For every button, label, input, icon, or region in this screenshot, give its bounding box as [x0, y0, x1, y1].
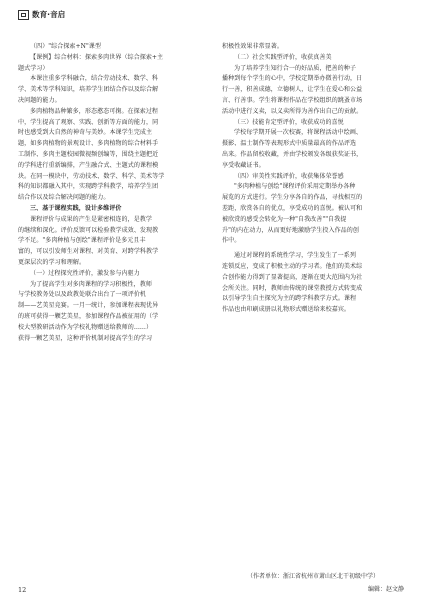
right-column-line: "多肉种植与创绘"课程评价采用定期举办各种	[234, 183, 356, 191]
right-column-line: 以引导学生自主探究为主的跨学科教学方式。课程	[222, 295, 357, 303]
left-column-line: 校大型教研活动作为学校礼物赠送给教师的……）	[18, 323, 153, 331]
editor-credit: 编辑：赵文静	[367, 585, 404, 593]
left-column-line: 时也感受到大自然的神奇与美妙。本课学生完成主	[18, 129, 153, 137]
left-column-line: 中，学生提高了观察、实践、创新等方面的能力，同	[18, 118, 159, 126]
left-column-line: 三、基于课程实践，设计多维评价	[30, 204, 122, 212]
journal-logo-icon	[18, 10, 29, 20]
right-column-line: 积极性效果非常显著。	[222, 43, 283, 50]
right-column-line: （二）社会实践型评价，收获真善美	[234, 53, 332, 61]
right-column-line: 为了培养学生知行合一的好品质，把善的种子	[234, 64, 356, 72]
right-column-line: 出来。作品留校收藏，并由学校颁发各级获奖证书，	[222, 150, 363, 158]
left-column-line: 课程评价与成果的产生是紧密相连的，是教学	[30, 215, 152, 223]
left-column-line: （一）过程探究性评价，激发参与内驱力	[30, 269, 140, 277]
article-footnote	[222, 572, 404, 595]
left-column-line: 【课例】综合材料：探索多肉世界（综合探索+主	[30, 53, 164, 61]
left-column-line: （四）"综合探索+N"课型	[30, 43, 101, 50]
left-column-line: 与学校教务处以及政教处联合出台了一项评价机	[18, 291, 147, 299]
right-column-line: 行一善，积善成德，立德树人，让学生在爱心和公益	[222, 86, 363, 94]
left-column-line: 块。在同一模块中，劳动技术、数学、科学、美术等学	[18, 172, 165, 180]
right-column-line: 会所关注。同时，教师由传统的课堂教授方式转变成	[222, 284, 363, 292]
left-column-line: 制——艺美星竞赛。一月一统计，参加课程表现优异	[18, 302, 159, 310]
left-column-line: 题，如多肉植物的景观设计、多肉植物的综合材料手	[18, 140, 159, 148]
left-column-line: 为了提高学生对多肉课程的学习积极性，教师	[30, 280, 152, 288]
right-column-line: 被欣赏的感受会转化为一种"自我改善""自我提	[222, 215, 347, 223]
left-text-column	[18, 42, 200, 344]
right-column-line: 学校每学期开展一次校赛，将课程活动中绘画、	[234, 129, 363, 137]
left-column-line: 多肉植物品种繁多，形态憨态可掬。在探索过程	[30, 107, 159, 115]
right-column-line: （四）审美性实践评价，收获集体荣誉感	[234, 172, 344, 180]
journal-header-title: 数育·音启	[32, 10, 66, 19]
right-text-column	[222, 42, 404, 316]
left-column-line: 工制作、多肉主题校园微视频创编等，围绕主题把近	[18, 150, 159, 158]
left-column-line: 的班可获得一颗艺美星，参加课程作品被征用的（学	[18, 312, 159, 320]
right-column-line: 差距，欣赏各自的优点，享受成功的喜悦。被认可和	[222, 204, 363, 212]
left-column-line: 获得一颗艺美星，这种评价机制对提高学生的学习	[18, 334, 153, 342]
right-column-line: 展览的方式进行。学生分享各自的作品，寻找相互的	[222, 194, 363, 202]
left-column-line: 更深层次的学习和理解。	[18, 258, 86, 266]
right-column-line: 享受收藏证书。	[222, 161, 265, 169]
left-column-line: 学不足。"多肉种植与创绘"课程评价是多元且丰	[18, 237, 146, 245]
right-column-line: 摄影、温士制作等表现形式中质量最高的作品评选	[222, 140, 357, 148]
left-column-line: 的继续和深化。评价反馈可以检验教学成效、发现教	[18, 226, 159, 234]
right-column-line: 作中。	[222, 237, 241, 245]
right-column-line: （三）技能肯定型评价，收获成功的喜悦	[234, 118, 344, 126]
right-column-line: 连锁反应，变成了积极主动的学习者。他们的美术综	[222, 262, 363, 270]
right-column-line: 言、行善事。学生将课程作品在学校组织的跳蚤市场	[222, 96, 363, 104]
left-column-line: 科的知识都融入其中，实现跨学科教学，培养学生团	[18, 183, 159, 191]
left-column-line: 富的，可以引发师生对课程、对美育、对跨学科教学	[18, 248, 159, 256]
right-column-line: 通过对课程的系统性学习，学生发生了一系列	[234, 252, 356, 260]
right-column-line: 作品也由印刷成册以礼物形式赠送给来校嘉宾。	[222, 306, 351, 314]
right-column-line: 合创作能力得到了显著提高，逐渐在更大范围内为社	[222, 273, 363, 281]
left-column-line: 题式学习）	[18, 64, 49, 72]
left-column-line: 结合作以及综合解决问题的能力。	[18, 194, 110, 202]
left-column-line: 决问题的能力。	[18, 96, 61, 104]
page-number: 12	[18, 586, 27, 594]
left-column-line: 的学科进行重新编排，产生融合式、主题式的课程模	[18, 161, 159, 169]
right-column-line: 活动中进行义卖，以义卖所得为善作出自己的贡献。	[222, 107, 363, 115]
right-column-line: 升"的内在动力，从而更好地激励学生投入作品的创	[222, 226, 359, 234]
author-affiliation: （作者单位：浙江省杭州市萧山区北干初级中学）	[246, 573, 379, 580]
left-column-line: 学、美术等学科知识，培养学生团结合作以及综合解	[18, 86, 159, 94]
left-column-line: 本课注重多学科融合，结合劳动技术、数学、科	[30, 75, 159, 83]
right-column-line: 播种到每个学生的心中，学校定期举办微善行动，日	[222, 75, 363, 83]
